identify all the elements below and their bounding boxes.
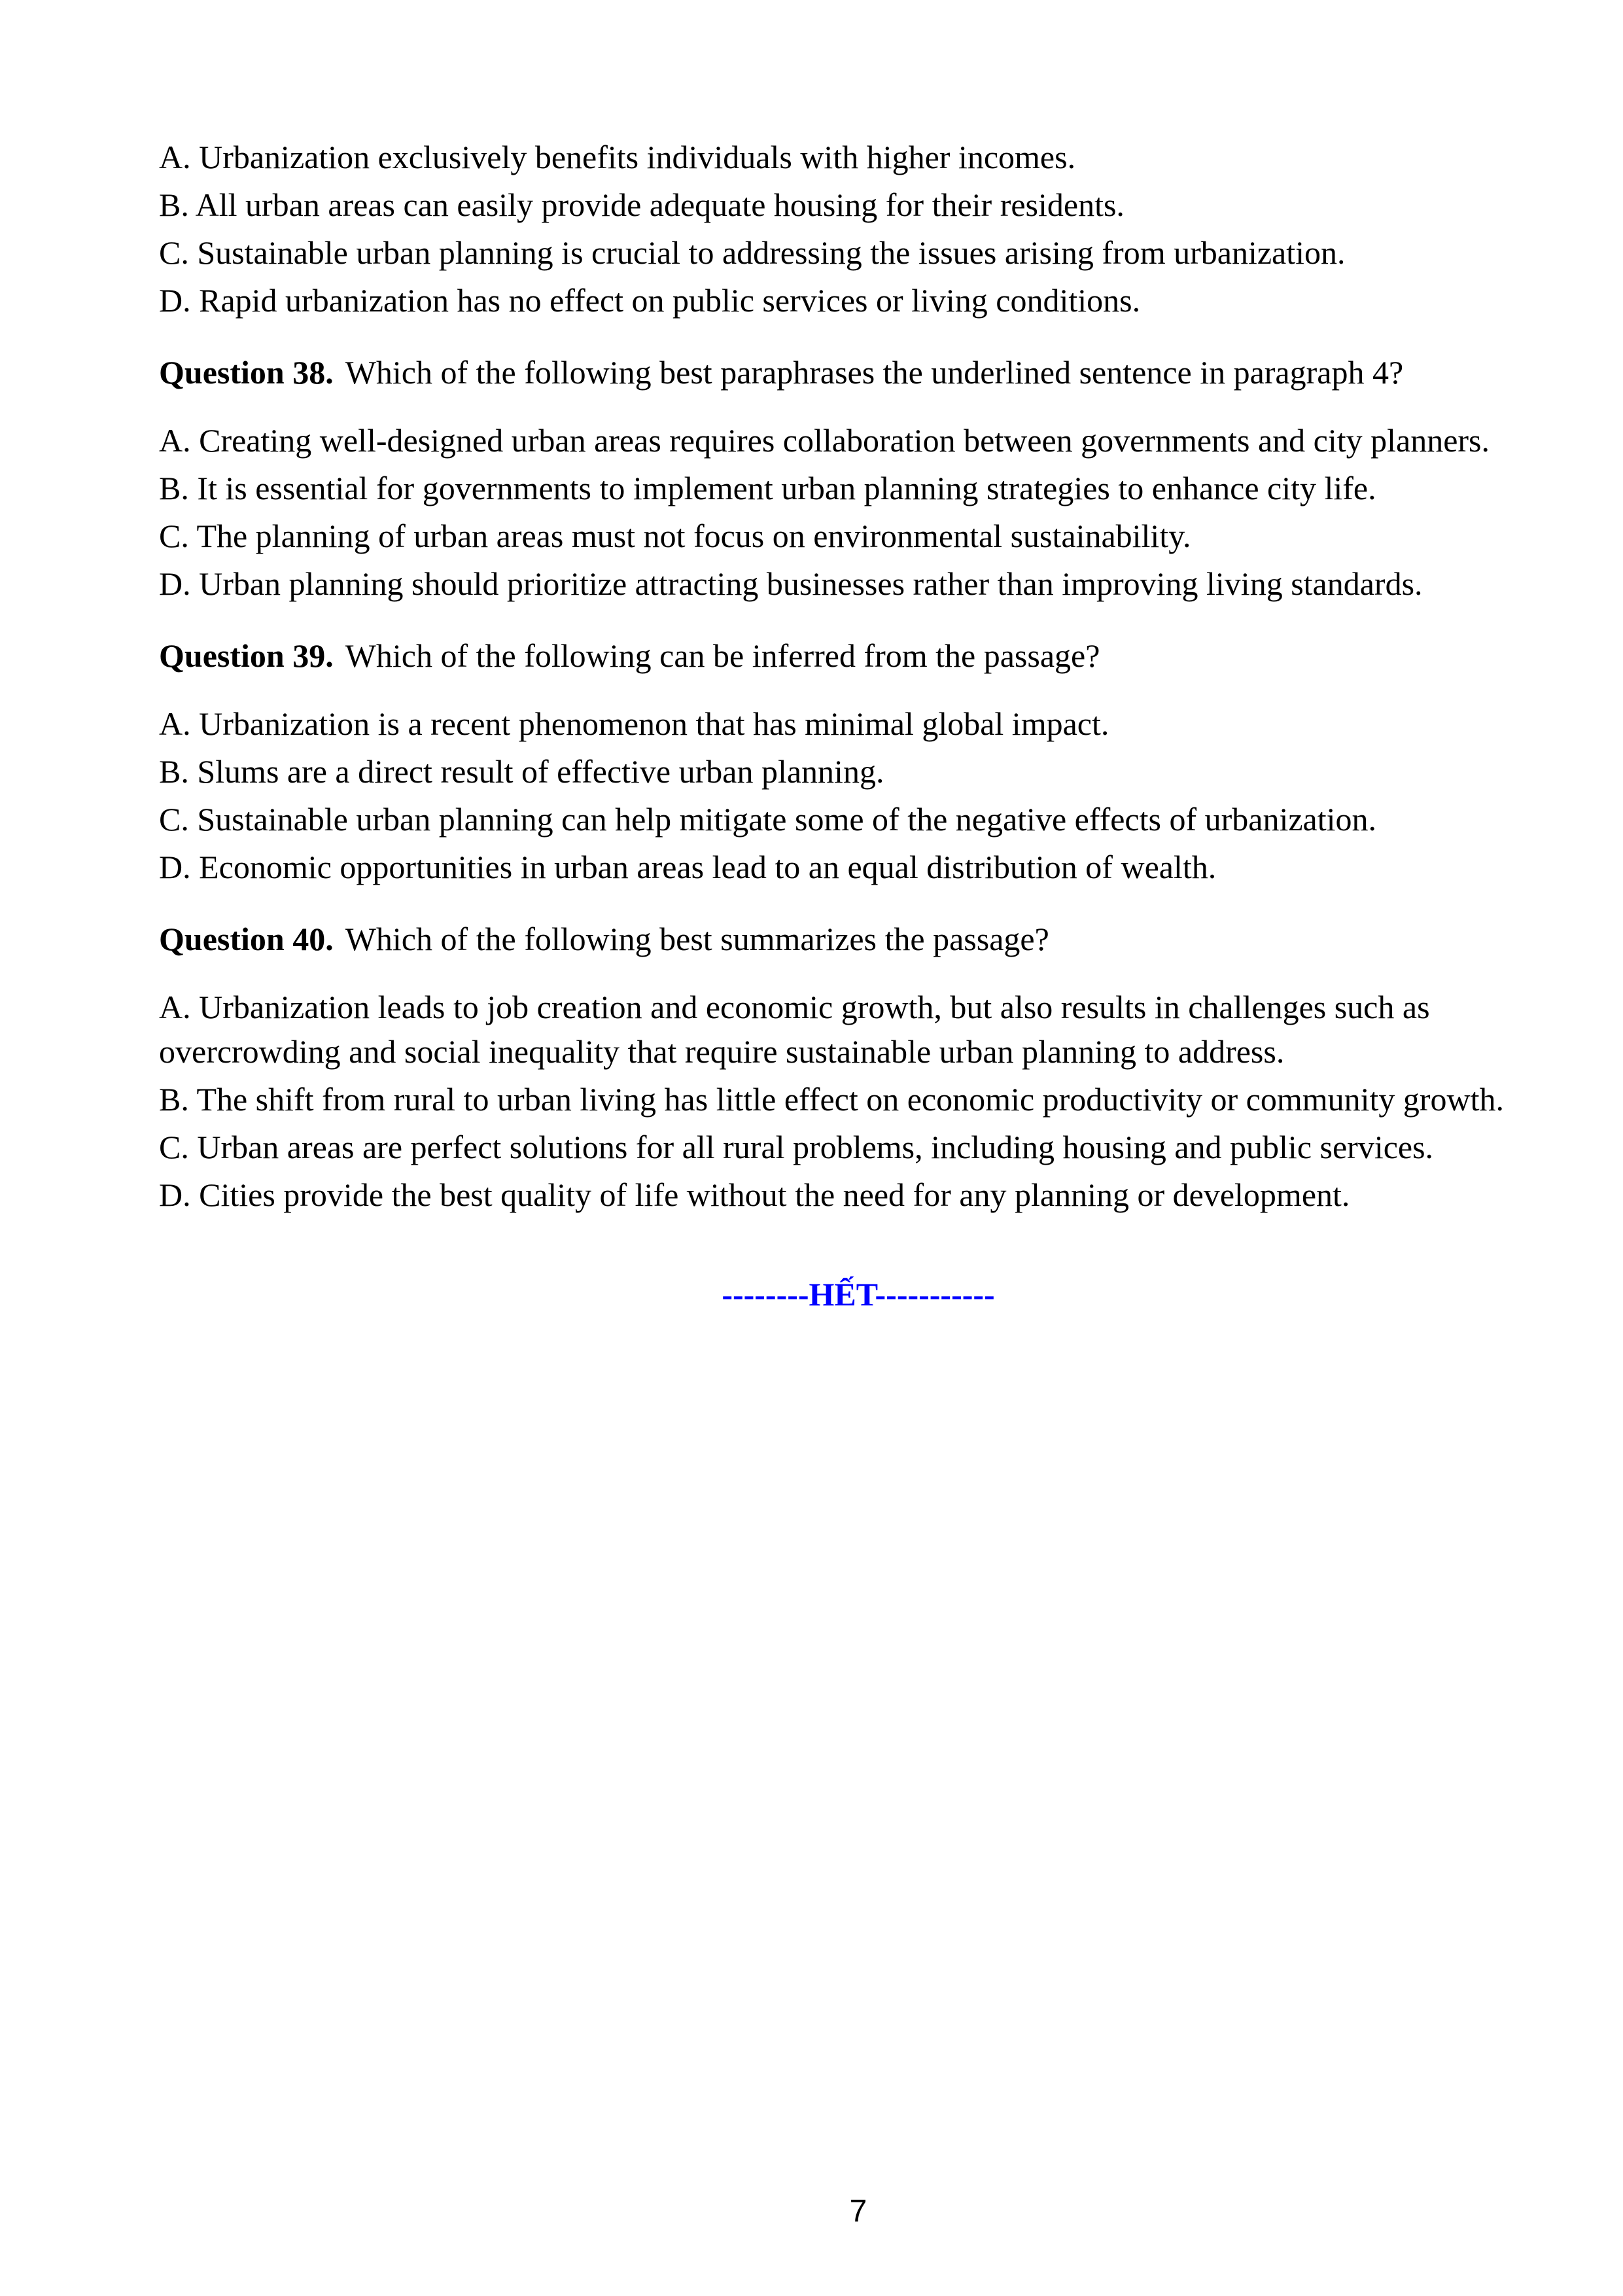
answer-option: D. Rapid urbanization has no effect on public services or living conditions. bbox=[159, 282, 1141, 319]
question-prompt: Which of the following best paraphrases the underlined sentence in paragraph 4? bbox=[345, 354, 1404, 391]
answer-option: C. Sustainable urban planning can help mitigate some of the negative effects of urbanization. bbox=[159, 801, 1377, 838]
answer-option: B. It is essential for governments to implement urban planning strategies to enhance city life. bbox=[159, 470, 1376, 506]
answer-options-block bbox=[159, 701, 1558, 889]
answer-options-block bbox=[159, 418, 1558, 606]
question-number-label: Question 40. bbox=[159, 921, 334, 957]
end-of-test-marker: --------HẾT----------- bbox=[722, 1276, 995, 1313]
question-40-block bbox=[159, 917, 1558, 1217]
answer-option: D. Cities provide the best quality of life without the need for any planning or development. bbox=[159, 1176, 1350, 1213]
question-heading bbox=[159, 633, 1558, 678]
question-prompt: Which of the following best summarizes the passage? bbox=[345, 921, 1049, 957]
answer-option: B. All urban areas can easily provide adequate housing for their residents. bbox=[159, 186, 1125, 223]
question-38-block bbox=[159, 350, 1558, 606]
answer-option: C. The planning of urban areas must not focus on environmental sustainability. bbox=[159, 518, 1191, 554]
answer-options-block bbox=[159, 985, 1558, 1217]
answer-option: A. Urbanization leads to job creation and economic growth, but also results in challenges such as overcrowding and social inequality that require sustainable urban planning to address. bbox=[159, 989, 1430, 1070]
answer-option: C. Urban areas are perfect solutions for all rural problems, including housing and public services. bbox=[159, 1129, 1434, 1165]
answer-option: C. Sustainable urban planning is crucial to addressing the issues arising from urbanization. bbox=[159, 234, 1346, 271]
answer-option: A. Creating well-designed urban areas requires collaboration between governments and city planners. bbox=[159, 422, 1490, 459]
question-number-label: Question 39. bbox=[159, 637, 334, 674]
question-prompt: Which of the following can be inferred from the passage? bbox=[345, 637, 1100, 674]
question-number-label: Question 38. bbox=[159, 354, 334, 391]
question-39-block bbox=[159, 633, 1558, 889]
answer-option: A. Urbanization is a recent phenomenon that has minimal global impact. bbox=[159, 705, 1109, 742]
answer-option: D. Urban planning should prioritize attracting businesses rather than improving living standards. bbox=[159, 565, 1423, 602]
answer-option: A. Urbanization exclusively benefits individuals with higher incomes. bbox=[159, 139, 1076, 175]
answer-option: B. The shift from rural to urban living has little effect on economic productivity or community growth. bbox=[159, 1081, 1505, 1118]
answer-option: D. Economic opportunities in urban areas lead to an equal distribution of wealth. bbox=[159, 849, 1217, 885]
continued-answer-options-block bbox=[159, 135, 1558, 323]
question-heading bbox=[159, 350, 1558, 395]
page-number: 7 bbox=[849, 2194, 867, 2229]
answer-option: B. Slums are a direct result of effective urban planning. bbox=[159, 753, 884, 790]
question-heading bbox=[159, 917, 1558, 961]
